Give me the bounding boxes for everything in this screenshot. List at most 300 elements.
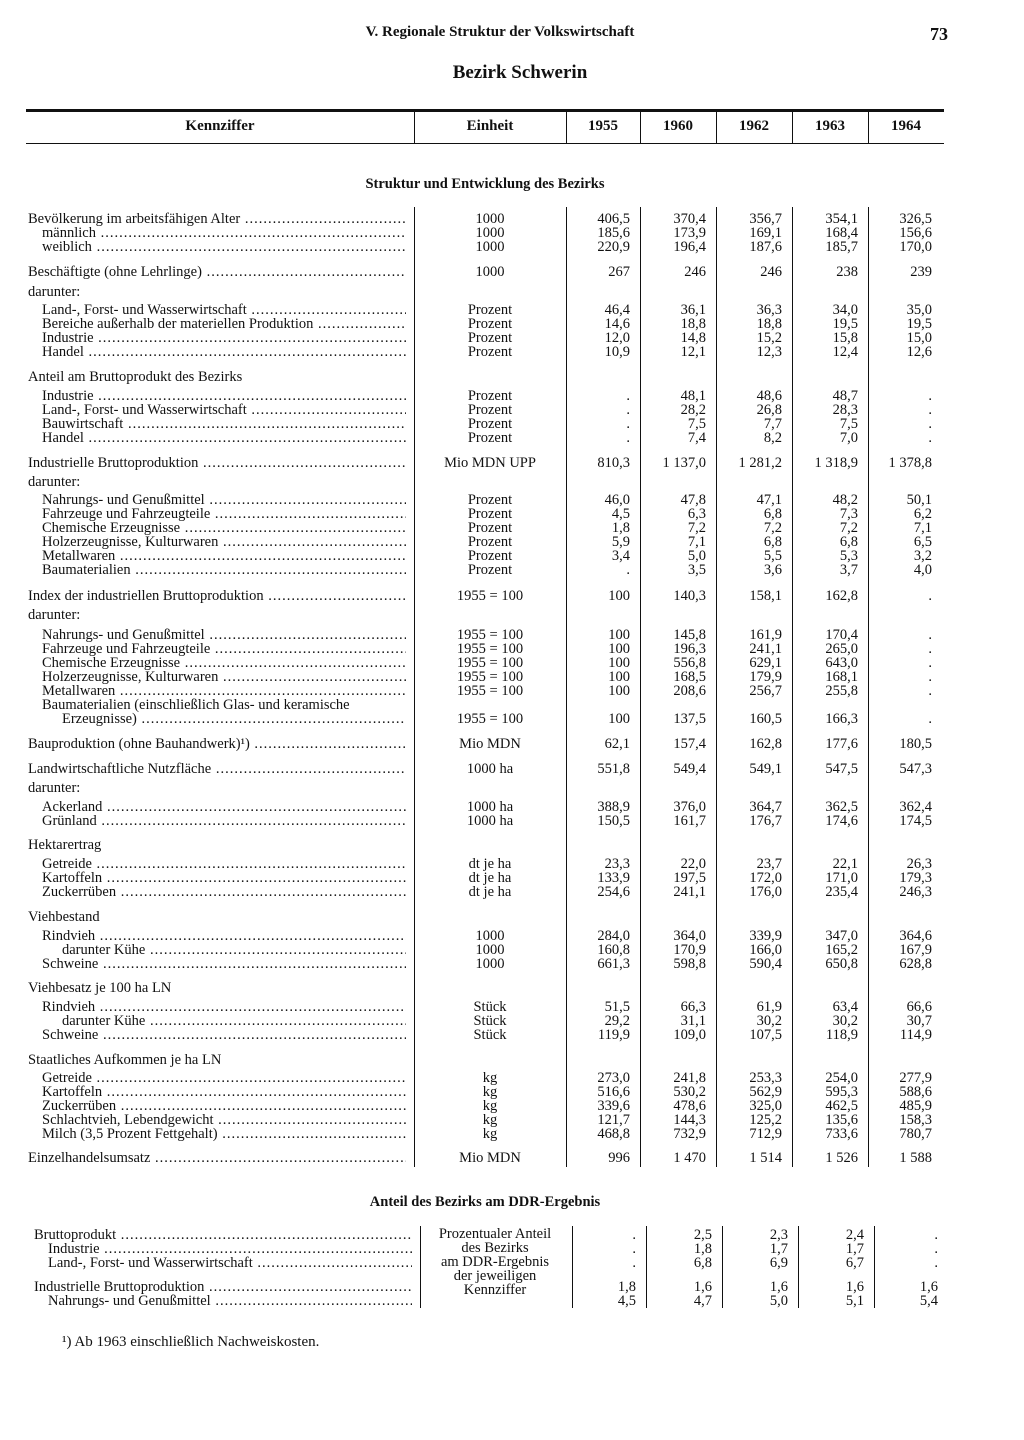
unit-cell: dt je ha	[468, 870, 512, 886]
value-cell: 63,4	[832, 999, 858, 1015]
value-cell: 530,2	[673, 1084, 706, 1100]
row-label: Land-, Forst- und Wasserwirtschaft .....	[48, 1256, 412, 1271]
value-cell: 162,8	[825, 588, 858, 604]
row-label: Handel .....	[42, 345, 406, 360]
value-cell: 364,7	[749, 799, 782, 815]
unit-line: am DDR-Ergebnis	[440, 1254, 550, 1270]
value-cell: 51,5	[604, 999, 630, 1015]
value-cell: 246	[760, 264, 782, 280]
value-cell: 3,6	[763, 562, 782, 578]
value-cell: 168,4	[825, 225, 858, 241]
value-cell: 364,0	[673, 928, 706, 944]
table-row	[32, 1280, 950, 1295]
value-cell: 388,9	[597, 799, 630, 815]
row-label: Industrie .....	[42, 331, 406, 346]
row-label: Bauproduktion (ohne Bauhandwerk)¹) .....	[28, 737, 406, 752]
chapter-heading: V. Regionale Struktur der Volkswirtschaft	[365, 24, 635, 40]
value-cell: 549,4	[673, 761, 706, 777]
table-row	[26, 475, 944, 490]
value-cell: 28,3	[832, 402, 858, 418]
value-cell: 196,3	[673, 641, 706, 657]
value-cell: 4,7	[693, 1293, 712, 1309]
unit-cell: 1955 = 100	[456, 683, 524, 699]
value-cell: 712,9	[749, 1126, 782, 1142]
row-label: Handel .....	[42, 431, 406, 446]
value-cell: 12,0	[604, 330, 630, 346]
row-label: Index der industriellen Bruttoproduktion .....	[28, 589, 406, 604]
value-cell: 145,8	[673, 627, 706, 643]
value-cell: 6,8	[693, 1255, 712, 1271]
unit-cell: kg	[482, 1126, 498, 1142]
column-header-einheit: Einheit	[466, 118, 514, 134]
row-label: Viehbesatz je 100 ha LN	[28, 981, 172, 996]
value-cell: 347,0	[825, 928, 858, 944]
value-cell: 48,7	[832, 388, 858, 404]
row-label: Chemische Erzeugnisse .....	[42, 656, 406, 671]
value-cell: 6,8	[763, 534, 782, 550]
value-cell: 5,3	[839, 548, 858, 564]
value-cell: 1 281,2	[738, 455, 782, 471]
table-header-rule	[26, 143, 944, 144]
table-row	[26, 684, 944, 699]
value-cell: .	[928, 388, 932, 404]
value-cell: 62,1	[604, 736, 630, 752]
value-cell: .	[934, 1255, 938, 1271]
value-cell: 629,1	[749, 655, 782, 671]
unit-cell: 1955 = 100	[456, 669, 524, 685]
value-cell: 6,5	[913, 534, 932, 550]
value-cell: 19,5	[832, 316, 858, 332]
value-cell: 246	[684, 264, 706, 280]
column-header-year: 1964	[891, 118, 921, 134]
unit-cell: 1955 = 100	[456, 711, 524, 727]
table-row	[32, 1242, 950, 1257]
unit-cell: Prozent	[467, 402, 513, 418]
value-cell: .	[632, 1241, 636, 1257]
value-cell: 1 470	[673, 1150, 706, 1166]
value-cell: 47,8	[680, 492, 706, 508]
value-cell: 22,1	[832, 856, 858, 872]
value-cell: 160,5	[749, 711, 782, 727]
value-cell: 3,4	[611, 548, 630, 564]
row-label: Schweine .....	[42, 1028, 406, 1043]
row-label: darunter Kühe .....	[62, 943, 406, 958]
value-cell: 48,2	[832, 492, 858, 508]
value-cell: 156,6	[899, 225, 932, 241]
table-row	[26, 608, 944, 623]
value-cell: 254,0	[825, 1070, 858, 1086]
value-cell: .	[928, 402, 932, 418]
value-cell: 1,7	[769, 1241, 788, 1257]
value-cell: 362,4	[899, 799, 932, 815]
row-label: Milch (3,5 Prozent Fettgehalt) .....	[42, 1127, 406, 1142]
unit-line: Prozentualer Anteil	[438, 1226, 552, 1242]
table-row	[26, 814, 944, 829]
row-label: Beschäftigte (ohne Lehrlinge) .....	[28, 265, 406, 280]
value-cell: 354,1	[825, 211, 858, 227]
value-cell: 18,8	[680, 316, 706, 332]
row-label: Bereiche außerhalb der materiellen Produktion .....	[42, 317, 406, 332]
table-row	[26, 1053, 944, 1068]
value-cell: 66,3	[680, 999, 706, 1015]
value-cell: 516,6	[597, 1084, 630, 1100]
value-cell: 170,0	[899, 239, 932, 255]
value-cell: 114,9	[899, 1027, 932, 1043]
value-cell: 61,9	[756, 999, 782, 1015]
value-cell: 137,5	[673, 711, 706, 727]
row-label: Bevölkerung im arbeitsfähigen Alter .....	[28, 212, 406, 227]
value-cell: 7,5	[839, 416, 858, 432]
value-cell: 176,7	[749, 813, 782, 829]
value-cell: 1,6	[769, 1279, 788, 1295]
row-label: Rindvieh .....	[42, 1000, 406, 1015]
value-cell: 168,5	[673, 669, 706, 685]
row-label: darunter:	[28, 781, 81, 796]
row-label: männlich .....	[42, 226, 406, 241]
value-cell: 168,1	[825, 669, 858, 685]
value-cell: 241,8	[673, 1070, 706, 1086]
table-row	[26, 265, 944, 280]
value-cell: 588,6	[899, 1084, 932, 1100]
unit-cell: kg	[482, 1084, 498, 1100]
value-cell: 12,3	[756, 344, 782, 360]
value-cell: 256,7	[749, 683, 782, 699]
row-label: Ackerland .....	[42, 800, 406, 815]
value-cell: 185,7	[825, 239, 858, 255]
section-title: Anteil des Bezirks am DDR-Ergebnis	[369, 1194, 601, 1210]
value-cell: 370,4	[673, 211, 706, 227]
value-cell: 1,7	[845, 1241, 864, 1257]
value-cell: 14,8	[680, 330, 706, 346]
unit-cell: 1000	[475, 239, 505, 255]
value-cell: 176,0	[749, 884, 782, 900]
value-cell: .	[632, 1255, 636, 1271]
row-label: Hektarertrag	[28, 838, 102, 853]
table-row	[26, 240, 944, 255]
value-cell: 50,1	[906, 492, 932, 508]
unit-cell: Mio MDN	[459, 1150, 521, 1166]
row-label: Industrie .....	[42, 389, 406, 404]
row-label: Zuckerrüben .....	[42, 885, 406, 900]
value-cell: 5,0	[687, 548, 706, 564]
table-row	[32, 1256, 950, 1271]
value-cell: 29,2	[604, 1013, 630, 1029]
value-cell: 30,7	[906, 1013, 932, 1029]
value-cell: 254,6	[597, 884, 630, 900]
value-cell: .	[928, 655, 932, 671]
row-label: Schweine .....	[42, 957, 406, 972]
unit-cell: 1955 = 100	[456, 655, 524, 671]
value-cell: 185,6	[597, 225, 630, 241]
value-cell: 661,3	[597, 956, 630, 972]
row-label: Getreide .....	[42, 857, 406, 872]
value-cell: 118,9	[825, 1027, 858, 1043]
value-cell: 100	[608, 683, 630, 699]
value-cell: 30,2	[832, 1013, 858, 1029]
value-cell: 208,6	[673, 683, 706, 699]
value-cell: 35,0	[906, 302, 932, 318]
value-cell: 160,8	[597, 942, 630, 958]
value-cell: 241,1	[673, 884, 706, 900]
value-cell: 732,9	[673, 1126, 706, 1142]
value-cell: 5,4	[919, 1293, 938, 1309]
value-cell: 265,0	[825, 641, 858, 657]
value-cell: 2,5	[693, 1227, 712, 1243]
row-label: Nahrungs- und Genußmittel .....	[48, 1294, 412, 1309]
unit-cell: Stück	[473, 1027, 507, 1043]
value-cell: 36,1	[680, 302, 706, 318]
value-cell: 339,6	[597, 1098, 630, 1114]
unit-cell: Prozent	[467, 316, 513, 332]
value-cell: 169,1	[749, 225, 782, 241]
value-cell: .	[626, 430, 630, 446]
row-label: Baumaterialien .....	[42, 563, 406, 578]
table-row	[26, 957, 944, 972]
value-cell: 109,0	[673, 1027, 706, 1043]
table-row	[26, 456, 944, 471]
table-row	[26, 431, 944, 446]
row-label: Viehbestand	[28, 910, 100, 925]
row-label: Grünland .....	[42, 814, 406, 829]
value-cell: 253,3	[749, 1070, 782, 1086]
table-row	[26, 712, 944, 727]
value-cell: 1,6	[845, 1279, 864, 1295]
row-label: Kartoffeln .....	[42, 1085, 406, 1100]
value-cell: 100	[608, 655, 630, 671]
value-cell: 100	[608, 711, 630, 727]
table-row	[26, 981, 944, 996]
row-label: Einzelhandelsumsatz .....	[28, 1151, 406, 1166]
column-header-year: 1960	[663, 118, 693, 134]
value-cell: 628,8	[899, 956, 932, 972]
value-cell: 1 378,8	[888, 455, 932, 471]
value-cell: 150,5	[597, 813, 630, 829]
row-label: Baumaterialien (einschließlich Glas- und keramische	[42, 698, 350, 713]
row-label: Industrielle Bruttoproduktion .....	[34, 1280, 412, 1295]
unit-cell: Prozent	[467, 344, 513, 360]
value-cell: 551,8	[597, 761, 630, 777]
value-cell: 140,3	[673, 588, 706, 604]
value-cell: 996	[608, 1150, 630, 1166]
value-cell: 166,0	[749, 942, 782, 958]
value-cell: 556,8	[673, 655, 706, 671]
value-cell: 165,2	[825, 942, 858, 958]
value-cell: 187,6	[749, 239, 782, 255]
value-cell: 5,0	[769, 1293, 788, 1309]
unit-cell: 1000 ha	[466, 799, 514, 815]
table-row	[26, 1127, 944, 1142]
row-label: Metallwaren .....	[42, 684, 406, 699]
value-cell: 8,2	[763, 430, 782, 446]
value-cell: 18,8	[756, 316, 782, 332]
value-cell: 4,0	[913, 562, 932, 578]
row-label: weiblich .....	[42, 240, 406, 255]
value-cell: 1,6	[919, 1279, 938, 1295]
value-cell: 12,4	[832, 344, 858, 360]
value-cell: 7,2	[763, 520, 782, 536]
value-cell: 133,9	[597, 870, 630, 886]
unit-cell: 1955 = 100	[456, 627, 524, 643]
value-cell: 10,9	[604, 344, 630, 360]
value-cell: 6,3	[687, 506, 706, 522]
row-label: Zuckerrüben .....	[42, 1099, 406, 1114]
value-cell: 157,4	[673, 736, 706, 752]
row-label: Nahrungs- und Genußmittel .....	[42, 628, 406, 643]
table-row	[26, 563, 944, 578]
value-cell: .	[928, 627, 932, 643]
row-label: Land-, Forst- und Wasserwirtschaft .....	[42, 403, 406, 418]
column-header-year: 1955	[588, 118, 618, 134]
value-cell: .	[928, 711, 932, 727]
value-cell: 125,2	[749, 1112, 782, 1128]
value-cell: 22,0	[680, 856, 706, 872]
unit-cell: Prozent	[467, 388, 513, 404]
value-cell: 1 588	[899, 1150, 932, 1166]
value-cell: 196,4	[673, 239, 706, 255]
footnote: ¹) Ab 1963 einschließlich Nachweiskosten.	[62, 1334, 320, 1350]
unit-cell: kg	[482, 1098, 498, 1114]
value-cell: 46,4	[604, 302, 630, 318]
value-cell: 7,3	[839, 506, 858, 522]
table-row	[32, 1228, 950, 1243]
value-cell: 36,3	[756, 302, 782, 318]
value-cell: 166,3	[825, 711, 858, 727]
value-cell: 362,5	[825, 799, 858, 815]
value-cell: 406,5	[597, 211, 630, 227]
value-cell: 1 526	[825, 1150, 858, 1166]
table-row	[26, 885, 944, 900]
value-cell: .	[626, 416, 630, 432]
value-cell: 100	[608, 627, 630, 643]
value-cell: 238	[836, 264, 858, 280]
value-cell: 28,2	[680, 402, 706, 418]
value-cell: 100	[608, 588, 630, 604]
value-cell: .	[928, 641, 932, 657]
row-label: Fahrzeuge und Fahrzeugteile .....	[42, 507, 406, 522]
row-label: Holzerzeugnisse, Kulturwaren .....	[42, 535, 406, 550]
unit-cell: 1000	[475, 928, 505, 944]
value-cell: 339,9	[749, 928, 782, 944]
value-cell: 6,7	[845, 1255, 864, 1271]
table-row	[26, 345, 944, 360]
value-cell: 161,9	[749, 627, 782, 643]
unit-cell: 1000 ha	[466, 813, 514, 829]
value-cell: 267	[608, 264, 630, 280]
unit-cell: Prozent	[467, 520, 513, 536]
value-cell: 376,0	[673, 799, 706, 815]
value-cell: 547,5	[825, 761, 858, 777]
row-label: Erzeugnisse) .....	[62, 712, 406, 727]
value-cell: 325,0	[749, 1098, 782, 1114]
unit-cell: Prozent	[467, 416, 513, 432]
row-label: darunter Kühe .....	[62, 1014, 406, 1029]
table-row	[26, 370, 944, 385]
value-cell: 562,9	[749, 1084, 782, 1100]
value-cell: .	[928, 669, 932, 685]
row-label: darunter:	[28, 285, 81, 300]
value-cell: .	[928, 588, 932, 604]
value-cell: 15,8	[832, 330, 858, 346]
value-cell: 19,5	[906, 316, 932, 332]
column-header-year: 1963	[815, 118, 845, 134]
value-cell: 171,0	[825, 870, 858, 886]
page-number: 73	[930, 24, 948, 44]
value-cell: 7,4	[687, 430, 706, 446]
value-cell: 6,9	[769, 1255, 788, 1271]
value-cell: 170,9	[673, 942, 706, 958]
value-cell: 462,5	[825, 1098, 858, 1114]
unit-cell: kg	[482, 1070, 498, 1086]
unit-cell: 1000	[475, 211, 505, 227]
value-cell: 356,7	[749, 211, 782, 227]
value-cell: .	[626, 388, 630, 404]
value-cell: 326,5	[899, 211, 932, 227]
row-label: Chemische Erzeugnisse .....	[42, 521, 406, 536]
value-cell: 1 514	[749, 1150, 782, 1166]
value-cell: 273,0	[597, 1070, 630, 1086]
value-cell: 30,2	[756, 1013, 782, 1029]
value-cell: 5,9	[611, 534, 630, 550]
value-cell: 121,7	[597, 1112, 630, 1128]
value-cell: .	[632, 1227, 636, 1243]
value-cell: 34,0	[832, 302, 858, 318]
value-cell: 26,3	[906, 856, 932, 872]
value-cell: 12,1	[680, 344, 706, 360]
value-cell: 6,8	[763, 506, 782, 522]
unit-cell: Prozent	[467, 548, 513, 564]
row-label: Industrielle Bruttoproduktion .....	[28, 456, 406, 471]
unit-cell: Prozent	[467, 330, 513, 346]
row-label: Metallwaren .....	[42, 549, 406, 564]
unit-cell: dt je ha	[468, 856, 512, 872]
value-cell: 246,3	[899, 884, 932, 900]
row-label: darunter:	[28, 608, 81, 623]
value-cell: 107,5	[749, 1027, 782, 1043]
unit-line: des Bezirks	[461, 1240, 529, 1256]
value-cell: 180,5	[899, 736, 932, 752]
unit-cell: Mio MDN	[459, 736, 521, 752]
table-row	[26, 1028, 944, 1043]
row-label: Bauwirtschaft .....	[42, 417, 406, 432]
value-cell: 2,4	[845, 1227, 864, 1243]
value-cell: 161,7	[673, 813, 706, 829]
unit-cell: 1000	[475, 956, 505, 972]
value-cell: 810,3	[597, 455, 630, 471]
value-cell: 173,9	[673, 225, 706, 241]
value-cell: 5,1	[845, 1293, 864, 1309]
value-cell: 595,3	[825, 1084, 858, 1100]
row-label: Landwirtschaftliche Nutzfläche .....	[28, 762, 406, 777]
value-cell: 174,5	[899, 813, 932, 829]
value-cell: 4,5	[617, 1293, 636, 1309]
unit-cell: Prozent	[467, 430, 513, 446]
row-label: Kartoffeln .....	[42, 871, 406, 886]
unit-cell: dt je ha	[468, 884, 512, 900]
value-cell: 239	[910, 264, 932, 280]
value-cell: 780,7	[899, 1126, 932, 1142]
value-cell: 179,9	[749, 669, 782, 685]
value-cell: 1,8	[617, 1279, 636, 1295]
unit-cell: Prozent	[467, 302, 513, 318]
value-cell: .	[934, 1241, 938, 1257]
table-row	[26, 1151, 944, 1166]
row-label: Industrie .....	[48, 1242, 412, 1257]
value-cell: 255,8	[825, 683, 858, 699]
value-cell: 547,3	[899, 761, 932, 777]
value-cell: 7,1	[687, 534, 706, 550]
unit-cell: 1955 = 100	[456, 641, 524, 657]
value-cell: 1 137,0	[662, 455, 706, 471]
